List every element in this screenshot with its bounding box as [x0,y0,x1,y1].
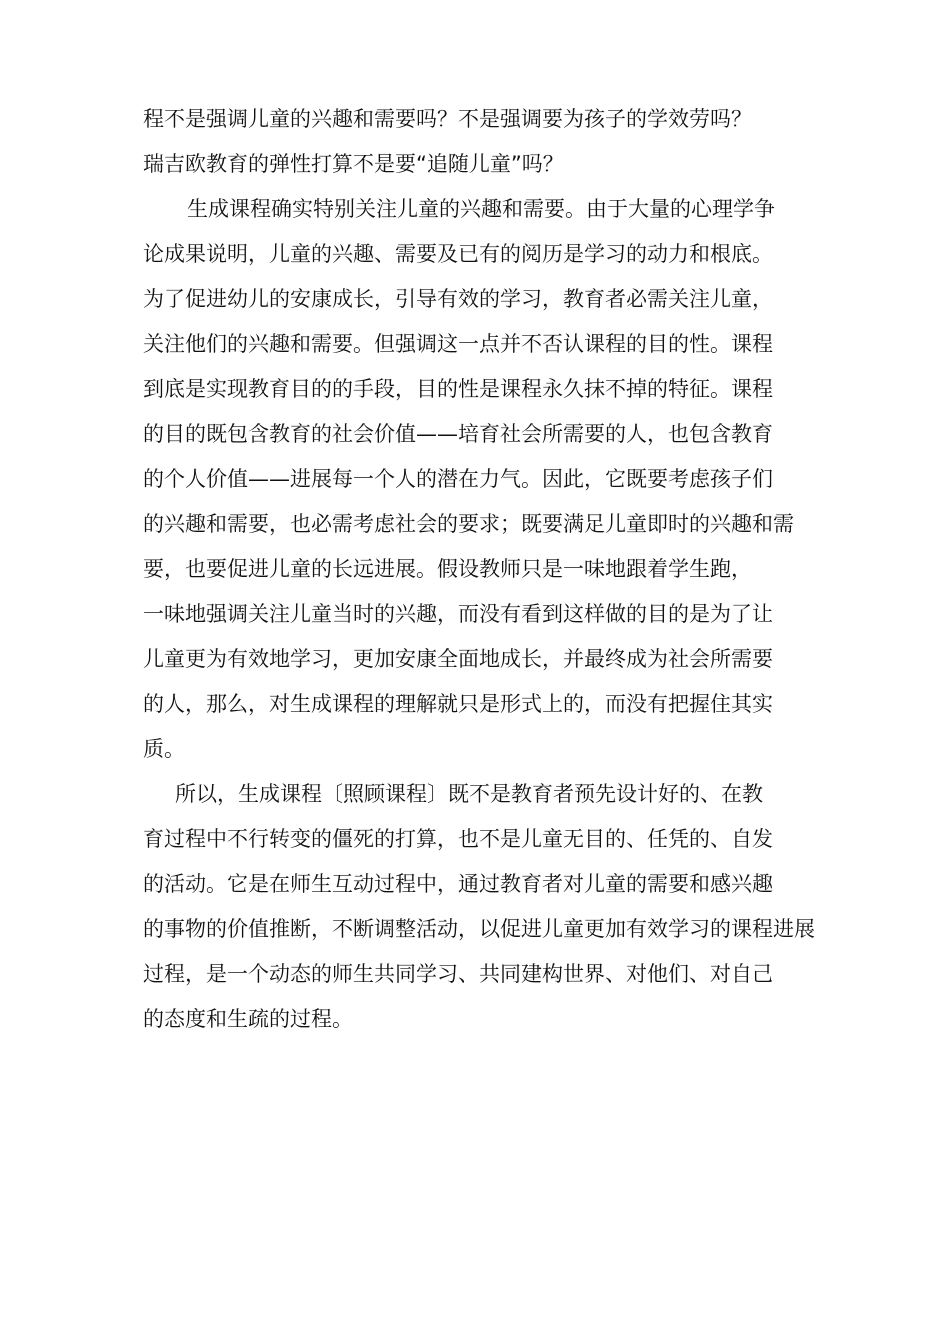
text-line: 质。 [143,737,185,761]
text-line: 的活动。它是在师生互动过程中，通过教育者对儿童的需要和感兴趣 [143,872,773,896]
text-line: 为了促进幼儿的安康成长，引导有效的学习，教育者必需关注儿童， [143,287,773,311]
text-line: 一味地强调关注儿童当时的兴趣，而没有看到这样做的目的是为了让 [143,602,773,626]
text-line: 育过程中不行转变的僵死的打算，也不是儿童无目的、任凭的、自发 [143,827,773,851]
text-line: 所以，生成课程〔照顾课程〕既不是教育者预先设计好的、在教 [175,782,763,806]
text-line: 儿童更为有效地学习，更加安康全面地成长，并最终成为社会所需要 [143,647,773,671]
text-line: 瑞吉欧教育的弹性打算不是要“追随儿童”吗？ [143,152,564,176]
text-line: 的事物的价值推断，不断调整活动，以促进儿童更加有效学习的课程进展 [143,917,815,941]
text-line: 的态度和生疏的过程。 [143,1007,353,1031]
text-line: 过程，是一个动态的师生共同学习、共同建构世界、对他们、对自己 [143,962,773,986]
paragraph-2 [143,187,823,772]
text-line: 要，也要促进儿童的长远进展。假设教师只是一味地跟着学生跑， [143,557,752,581]
text-line: 的人，那么，对生成课程的理解就只是形式上的，而没有把握住其实 [143,692,773,716]
paragraph-1 [143,97,823,187]
text-line: 的目的既包含教育的社会价值——培育社会所需要的人，也包含教育 [143,422,773,446]
text-line: 到底是实现教育目的的手段，目的性是课程永久抹不掉的特征。课程 [143,377,773,401]
text-line: 关注他们的兴趣和需要。但强调这一点并不否认课程的目的性。课程 [143,332,773,356]
text-line: 论成果说明，儿童的兴趣、需要及已有的阅历是学习的动力和根底。 [143,242,773,266]
text-line: 生成课程确实特别关注儿童的兴趣和需要。由于大量的心理学争 [187,197,775,221]
text-line: 的个人价值——进展每一个人的潜在力气。因此，它既要考虑孩子们 [143,467,773,491]
text-line: 的兴趣和需要，也必需考虑社会的要求；既要满足儿童即时的兴趣和需 [143,512,794,536]
text-line: 程不是强调儿童的兴趣和需要吗？不是强调要为孩子的学效劳吗？ [143,107,752,131]
body-text [143,97,823,1042]
paragraph-3 [143,772,823,1042]
